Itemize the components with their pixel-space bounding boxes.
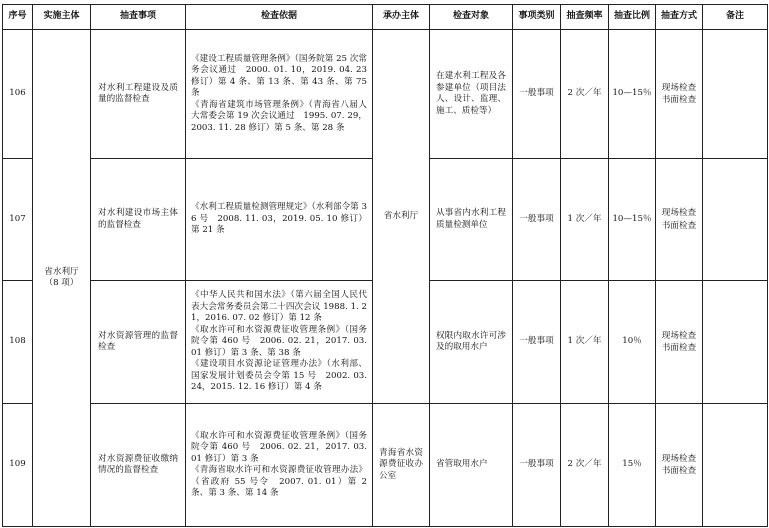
row-remark	[703, 404, 768, 527]
basis-line: 《取水许可和水资源费征收管理条例》（国务院令第 460 号 2006. 02. 21，2017. 03. 01 修订）第 3 条	[191, 430, 367, 464]
basis-line: 《取水许可和水资源费征收管理条例》（国务院令第 460 号 2006. 02. 21，2017. 03. 01 修订）第 3 条、第 38 条	[191, 324, 367, 358]
header-entity: 实施主体	[33, 5, 91, 30]
row-method	[656, 281, 703, 404]
row-method	[656, 159, 703, 281]
row-remark	[703, 281, 768, 404]
row-ratio: 10—15％	[609, 30, 656, 159]
row-frequency: 2 次／年	[561, 30, 609, 159]
entity-count: （8 项）	[44, 278, 79, 288]
row-ratio: 10％	[609, 281, 656, 404]
header-object: 检查对象	[430, 5, 513, 30]
row-object: 在建水利工程及各参建单位（项目法人、设计、监理、施工、质检等）	[430, 30, 513, 159]
row-object: 权限内取水许可涉及的取用水户	[430, 281, 513, 404]
row-seq: 109	[3, 404, 33, 527]
row-seq: 106	[3, 30, 33, 159]
inspection-table-page	[2, 4, 768, 527]
row-category: 一般事项	[513, 404, 561, 527]
header-frequency: 抽查频率	[561, 5, 609, 30]
method-line: 现场检查	[661, 453, 697, 464]
method-line: 书面检查	[661, 466, 697, 476]
org-cell: 青海省水资源费征收办公室	[373, 404, 430, 527]
header-item: 抽查事项	[91, 5, 186, 30]
row-item: 对水利建设市场主体的监督检查	[91, 159, 186, 281]
row-category: 一般事项	[513, 159, 561, 281]
basis-line: 《建设工程质量管理条例》（国务院第 25 次常务会议通过 2000. 01. 10，2019. 04. 23 修订）第 4 条、第 13 条、第 43 条、第 75 条	[191, 53, 367, 99]
org-cell: 省水利厅	[373, 30, 430, 404]
row-basis	[186, 281, 373, 404]
table-row	[3, 404, 768, 527]
header-row	[3, 5, 768, 30]
row-frequency: 1 次／年	[561, 159, 609, 281]
row-basis	[186, 30, 373, 159]
row-category: 一般事项	[513, 281, 561, 404]
row-basis	[186, 159, 373, 281]
row-method	[656, 404, 703, 527]
method-line: 书面检查	[661, 220, 697, 231]
method-line: 现场检查	[661, 82, 697, 93]
header-basis: 检查依据	[186, 5, 373, 30]
table-row	[3, 30, 768, 159]
row-ratio: 15％	[609, 404, 656, 527]
row-item: 对水资源管理的监督检查	[91, 281, 186, 404]
row-item: 对水资源费征收缴纳情况的监督检查	[91, 404, 186, 527]
row-ratio: 10—15％	[609, 159, 656, 281]
row-object: 从事省内水利工程质量检测单位	[430, 159, 513, 281]
header-seq: 序号	[3, 5, 33, 30]
method-line: 现场检查	[661, 208, 697, 218]
row-seq: 108	[3, 281, 33, 404]
row-category: 一般事项	[513, 30, 561, 159]
row-method	[656, 30, 703, 159]
method-line: 书面检查	[661, 343, 697, 353]
header-method: 抽查方式	[656, 5, 703, 30]
basis-line: 《青海省取水许可和水资源费征收管理办法》（省政府 55 号令 2007. 01. 01）第 2 条、第 3 条、第 14 条	[191, 465, 367, 498]
row-object: 省管取用水户	[430, 404, 513, 527]
row-seq: 107	[3, 159, 33, 281]
method-line: 现场检查	[661, 330, 697, 341]
header-remark: 备注	[703, 5, 768, 30]
basis-line: 《中华人民共和国水法》（第六届全国人民代表大会常务委员会第二十四次会议 1988. 1. 21，2016. 07. 02 修订）第 12 条	[191, 290, 367, 324]
entity-cell	[33, 30, 91, 527]
row-frequency: 2 次／年	[561, 404, 609, 527]
header-category: 事项类别	[513, 5, 561, 30]
method-line: 书面检查	[661, 95, 697, 105]
entity-name: 省水利厅	[44, 266, 79, 277]
basis-line: 《水利工程质量检测管理规定》（水利部令第 36 号 2008. 11. 03，2019. 05. 10 修订）第 21 条	[191, 202, 367, 236]
basis-line: 《建设项目水资源论证管理办法》（水利部、国家发展计划委员会令第 15 号 2002. 03. 24，2015. 12. 16 修订）第 4 条	[191, 359, 367, 393]
header-ratio: 抽查比例	[609, 5, 656, 30]
row-frequency: 1 次／年	[561, 281, 609, 404]
row-remark	[703, 159, 768, 281]
row-item: 对水利工程建设及质量的监督检查	[91, 30, 186, 159]
inspection-table	[2, 4, 768, 527]
row-remark	[703, 30, 768, 159]
row-basis	[186, 404, 373, 527]
basis-line: 《青海省建筑市场管理条例》（青海省八届人大常委会第 19 次会议通过 1995. 07. 29，2003. 11. 28 修订）第 5 条、第 28 条	[191, 99, 367, 133]
header-org: 承办主体	[373, 5, 430, 30]
